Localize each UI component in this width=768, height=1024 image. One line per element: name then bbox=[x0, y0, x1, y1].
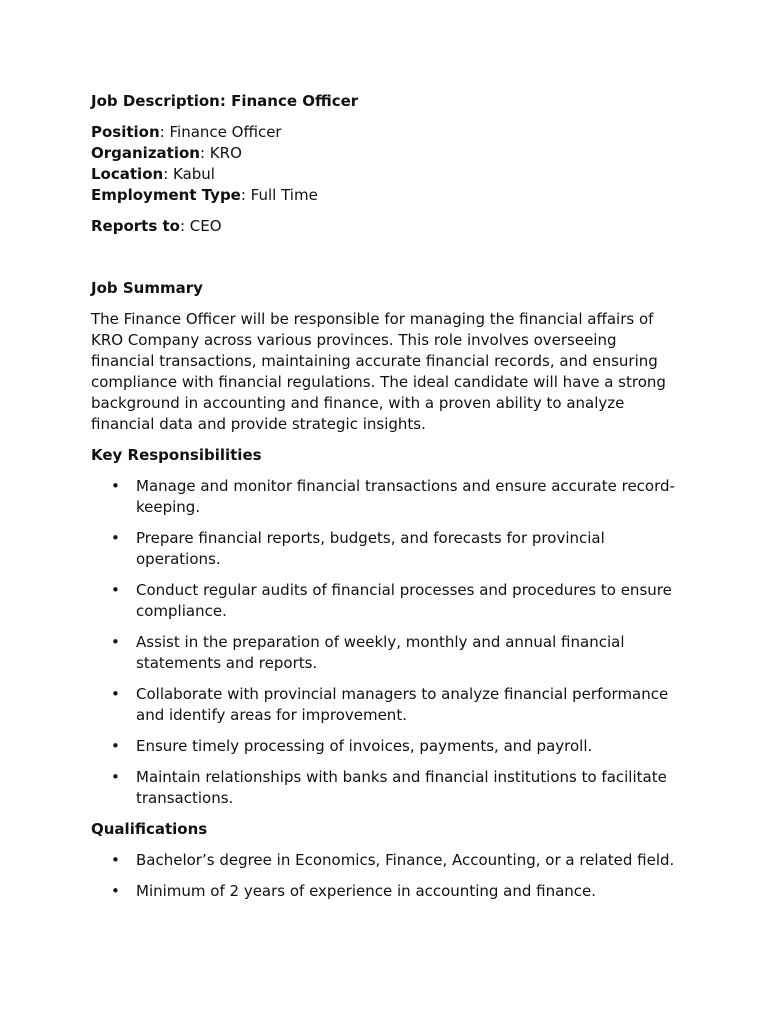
list-item bbox=[91, 476, 684, 518]
list-item-text: Minimum of 2 years of experience in accounting and finance. bbox=[136, 882, 597, 900]
job-summary-heading: Job Summary bbox=[91, 279, 203, 297]
list-item bbox=[91, 736, 684, 757]
employment-type-field bbox=[91, 185, 691, 206]
list-item-text: Ensure timely processing of invoices, payments, and payroll. bbox=[136, 737, 593, 755]
bullet-icon: • bbox=[111, 685, 120, 703]
qualifications-list bbox=[91, 850, 691, 902]
bullet-icon: • bbox=[111, 882, 120, 900]
list-item bbox=[91, 684, 684, 726]
bullet-icon: • bbox=[111, 581, 120, 599]
document-page bbox=[91, 91, 691, 912]
position-value: : Finance Officer bbox=[159, 123, 282, 141]
organization-label: Organization bbox=[91, 144, 200, 162]
responsibilities-list bbox=[91, 476, 691, 809]
organization-value: : KRO bbox=[199, 144, 242, 162]
location-value: : Kabul bbox=[163, 165, 215, 183]
list-item-text: Prepare financial reports, budgets, and forecasts for provincial operations. bbox=[136, 529, 605, 568]
reports-to-value: : CEO bbox=[179, 217, 222, 235]
qualifications-heading: Qualifications bbox=[91, 820, 208, 838]
bullet-icon: • bbox=[111, 737, 120, 755]
list-item-text: Assist in the preparation of weekly, monthly and annual financial statements and reports. bbox=[136, 633, 625, 672]
location-label: Location bbox=[91, 165, 164, 183]
location-field bbox=[91, 164, 691, 185]
list-item bbox=[91, 632, 684, 674]
list-item bbox=[91, 580, 684, 622]
list-item-text: Maintain relationships with banks and financial institutions to facilitate transactions. bbox=[136, 768, 667, 807]
bullet-icon: • bbox=[111, 851, 120, 869]
bullet-icon: • bbox=[111, 633, 120, 651]
bullet-icon: • bbox=[111, 477, 120, 495]
job-summary-text: The Finance Officer will be responsible for managing the financial affairs of KRO Company across various provinces. This role involves overseeing financial transactions, maintaining accurate financial records, and ensuring compliance with financial regulations. The ideal candidate will have a strong background in accounting and finance, with a proven ability to analyze financial data and provide strategic insights. bbox=[91, 310, 666, 433]
position-field bbox=[91, 122, 691, 143]
key-responsibilities-heading: Key Responsibilities bbox=[91, 446, 262, 464]
reports-to-field bbox=[91, 216, 691, 237]
list-item-text: Conduct regular audits of financial processes and procedures to ensure compliance. bbox=[136, 581, 672, 620]
employment-type-label: Employment Type bbox=[91, 186, 241, 204]
list-item bbox=[91, 767, 684, 809]
list-item bbox=[91, 881, 684, 902]
list-item bbox=[91, 850, 684, 871]
document-title: Job Description: Finance Officer bbox=[91, 92, 359, 110]
list-item-text: Bachelor’s degree in Economics, Finance, Accounting, or a related field. bbox=[136, 851, 675, 869]
bullet-icon: • bbox=[111, 529, 120, 547]
employment-type-value: : Full Time bbox=[240, 186, 318, 204]
list-item-text: Collaborate with provincial managers to analyze financial performance and identify areas for improvement. bbox=[136, 685, 669, 724]
organization-field bbox=[91, 143, 691, 164]
bullet-icon: • bbox=[111, 768, 120, 786]
reports-to-label: Reports to bbox=[91, 217, 180, 235]
position-label: Position bbox=[91, 123, 160, 141]
list-item bbox=[91, 528, 684, 570]
list-item-text: Manage and monitor financial transactions and ensure accurate record-keeping. bbox=[136, 477, 675, 516]
